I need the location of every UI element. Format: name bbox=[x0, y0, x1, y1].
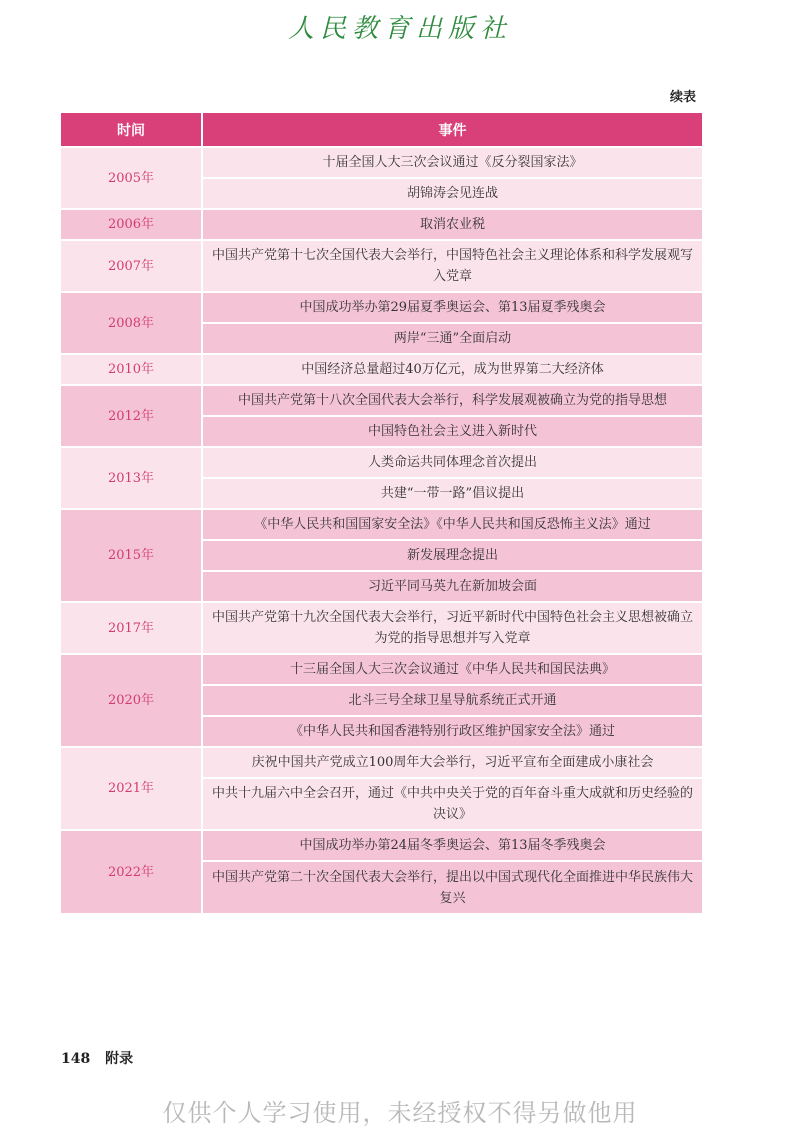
section-name: 附录 bbox=[105, 1051, 134, 1067]
event-cell: 中国共产党第十七次全国代表大会举行，中国特色社会主义理论体系和科学发展观写入党章 bbox=[202, 240, 702, 292]
year-cell: 2021年 bbox=[61, 747, 202, 830]
timeline-table bbox=[61, 113, 702, 913]
year-cell: 2006年 bbox=[61, 209, 202, 240]
year-cell: 2022年 bbox=[61, 830, 202, 913]
table-row bbox=[61, 654, 702, 685]
page-footer bbox=[61, 1048, 143, 1068]
event-cell: 中国共产党第十八次全国代表大会举行，科学发展观被确立为党的指导思想 bbox=[202, 385, 702, 416]
event-cell: 中国经济总量超过40万亿元，成为世界第二大经济体 bbox=[202, 354, 702, 385]
table-row bbox=[61, 209, 702, 240]
event-cell: 习近平同马英九在新加坡会面 bbox=[202, 571, 702, 602]
continued-label: 续表 bbox=[669, 90, 696, 105]
event-cell: 两岸“三通”全面启动 bbox=[202, 323, 702, 354]
column-header-time: 时间 bbox=[61, 113, 202, 147]
table-row bbox=[61, 292, 702, 323]
year-cell: 2020年 bbox=[61, 654, 202, 747]
event-cell: 中国成功举办第29届夏季奥运会、第13届夏季残奥会 bbox=[202, 292, 702, 323]
event-cell: 中国成功举办第24届冬季奥运会、第13届冬季残奥会 bbox=[202, 830, 702, 861]
year-cell: 2015年 bbox=[61, 509, 202, 602]
table-row bbox=[61, 447, 702, 478]
year-cell: 2008年 bbox=[61, 292, 202, 354]
watermark: 仅供个人学习使用，未经授权不得另做他用 bbox=[162, 1099, 638, 1127]
table-row bbox=[61, 509, 702, 540]
page-number: 148 bbox=[61, 1051, 91, 1067]
event-cell: 共建“一带一路”倡议提出 bbox=[202, 478, 702, 509]
event-cell: 中国特色社会主义进入新时代 bbox=[202, 416, 702, 447]
table-row bbox=[61, 354, 702, 385]
table-row bbox=[61, 385, 702, 416]
event-cell: 人类命运共同体理念首次提出 bbox=[202, 447, 702, 478]
event-cell: 中国共产党第二十次全国代表大会举行，提出以中国式现代化全面推进中华民族伟大复兴 bbox=[202, 861, 702, 913]
event-cell: 中共十九届六中全会召开，通过《中共中央关于党的百年奋斗重大成就和历史经验的决议》 bbox=[202, 778, 702, 830]
table-header-row bbox=[61, 113, 702, 147]
year-cell: 2007年 bbox=[61, 240, 202, 292]
table-row bbox=[61, 240, 702, 292]
table-row bbox=[61, 147, 702, 178]
year-cell: 2012年 bbox=[61, 385, 202, 447]
event-cell: 《中华人民共和国国家安全法》《中华人民共和国反恐怖主义法》通过 bbox=[202, 509, 702, 540]
event-cell: 《中华人民共和国香港特别行政区维护国家安全法》通过 bbox=[202, 716, 702, 747]
event-cell: 北斗三号全球卫星导航系统正式开通 bbox=[202, 685, 702, 716]
event-cell: 中国共产党第十九次全国代表大会举行，习近平新时代中国特色社会主义思想被确立为党的指导思想并写入党章 bbox=[202, 602, 702, 654]
column-header-event: 事件 bbox=[202, 113, 702, 147]
year-cell: 2013年 bbox=[61, 447, 202, 509]
year-cell: 2010年 bbox=[61, 354, 202, 385]
table-row bbox=[61, 602, 702, 654]
event-cell: 十三届全国人大三次会议通过《中华人民共和国民法典》 bbox=[202, 654, 702, 685]
table-row bbox=[61, 747, 702, 778]
publisher-logo: 人民教育出版社 bbox=[287, 14, 512, 44]
year-cell: 2017年 bbox=[61, 602, 202, 654]
table-row bbox=[61, 830, 702, 861]
event-cell: 十届全国人大三次会议通过《反分裂国家法》 bbox=[202, 147, 702, 178]
year-cell: 2005年 bbox=[61, 147, 202, 209]
event-cell: 胡锦涛会见连战 bbox=[202, 178, 702, 209]
event-cell: 取消农业税 bbox=[202, 209, 702, 240]
event-cell: 庆祝中国共产党成立100周年大会举行，习近平宣布全面建成小康社会 bbox=[202, 747, 702, 778]
timeline-body bbox=[61, 147, 702, 913]
event-cell: 新发展理念提出 bbox=[202, 540, 702, 571]
